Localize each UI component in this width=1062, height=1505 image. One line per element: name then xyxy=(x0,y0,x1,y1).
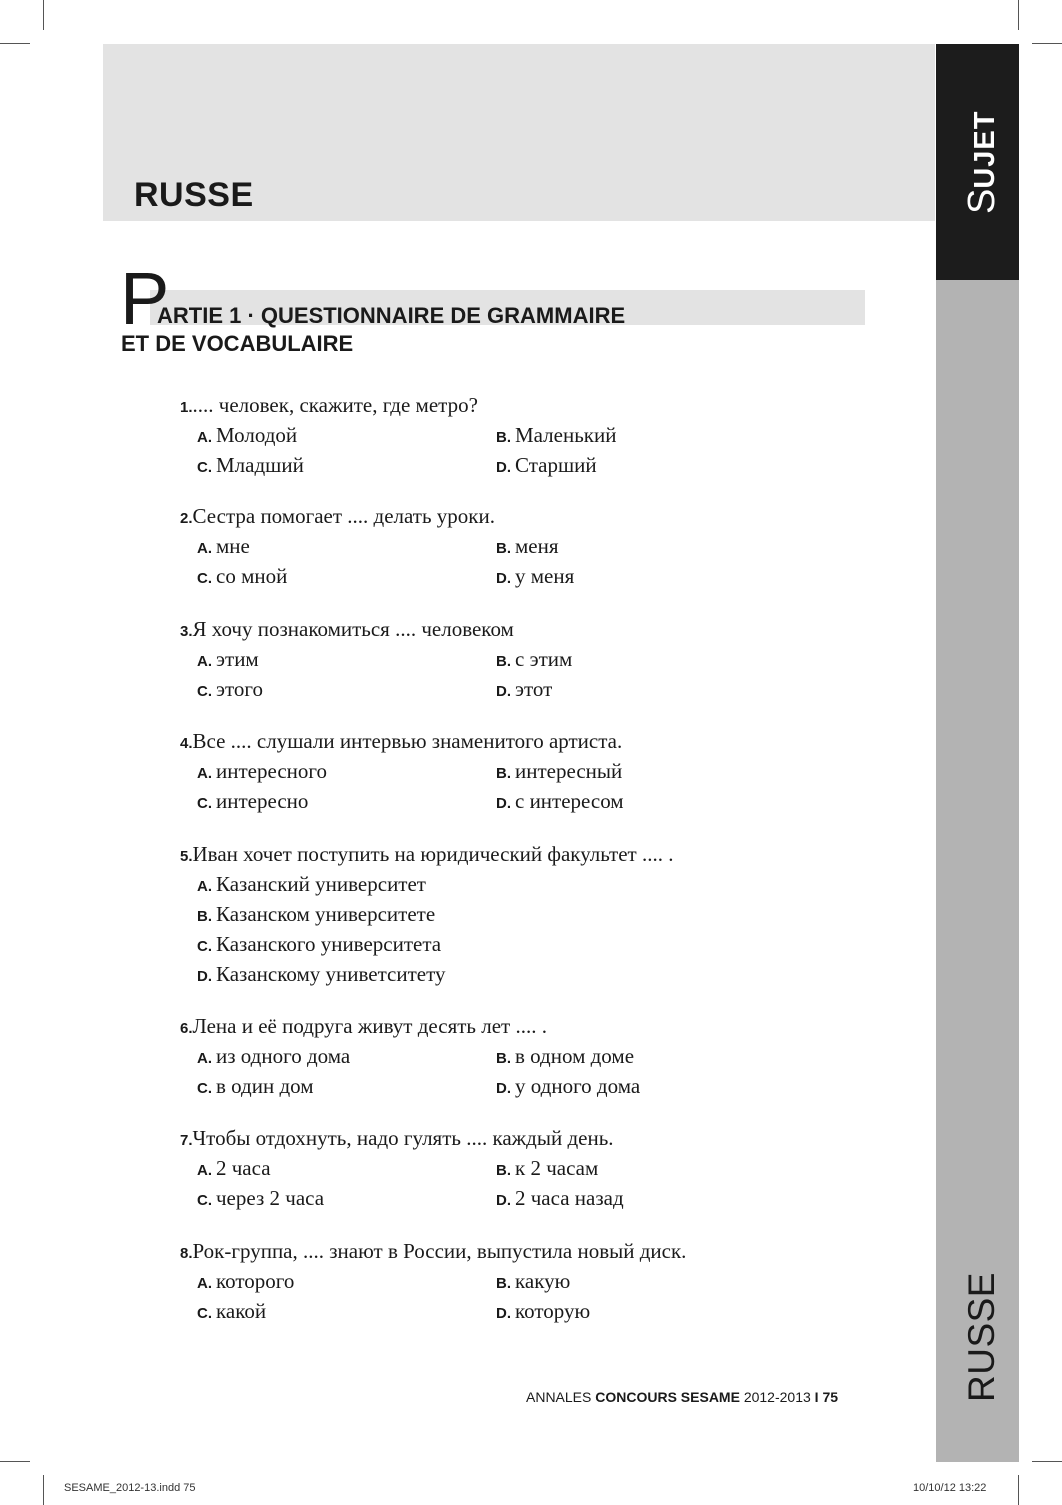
option-letter: A. xyxy=(197,1050,212,1067)
question-number: 6. xyxy=(180,1020,193,1037)
option-text: Маленький xyxy=(515,423,617,447)
option-a xyxy=(197,420,496,450)
option-text: с этим xyxy=(515,647,573,671)
option-letter: B. xyxy=(496,653,511,670)
option-d xyxy=(496,561,796,591)
question-number: 2. xyxy=(180,510,193,527)
option-text: какой xyxy=(216,1299,267,1323)
option-text: через 2 часа xyxy=(216,1186,325,1210)
option-letter: B. xyxy=(197,908,212,925)
question-stem xyxy=(180,614,880,644)
crop-mark xyxy=(43,1475,44,1505)
option-text: этого xyxy=(216,677,264,701)
question-stem xyxy=(180,839,880,869)
option-letter: A. xyxy=(197,1275,212,1292)
option-a xyxy=(197,644,496,674)
option-c xyxy=(197,674,496,704)
option-letter: A. xyxy=(197,765,212,782)
options-grid xyxy=(197,420,880,480)
option-letter: A. xyxy=(197,540,212,557)
question-2 xyxy=(180,501,880,591)
option-b xyxy=(496,644,796,674)
option-text: интересный xyxy=(515,759,623,783)
option-text: которого xyxy=(216,1269,295,1293)
option-a xyxy=(197,1041,496,1071)
question-1 xyxy=(180,390,880,480)
option-text: 2 часа назад xyxy=(515,1186,624,1210)
side-tab-sujet-cap: S xyxy=(961,188,1003,214)
option-letter: B. xyxy=(496,1050,511,1067)
footer-years: 2012-2013 xyxy=(743,1389,811,1405)
option-text: 2 часа xyxy=(216,1156,271,1180)
option-letter: C. xyxy=(197,683,212,700)
question-text: Чтобы отдохнуть, надо гулять .... каждый день. xyxy=(192,1126,614,1150)
side-tab-russe: RUSSE xyxy=(961,1272,1002,1402)
question-number: 7. xyxy=(180,1132,193,1149)
option-letter: A. xyxy=(197,878,212,895)
option-c xyxy=(197,1071,496,1101)
option-letter: C. xyxy=(197,459,212,476)
option-letter: D. xyxy=(496,795,511,812)
part-heading-initial: P xyxy=(120,257,170,340)
options-grid xyxy=(197,1266,880,1326)
option-text: Старший xyxy=(515,453,597,477)
option-b xyxy=(496,1041,796,1071)
option-a xyxy=(197,531,496,561)
option-letter: D. xyxy=(197,968,212,985)
question-7 xyxy=(180,1123,880,1213)
option-d xyxy=(496,1296,796,1326)
question-6 xyxy=(180,1011,880,1101)
option-d xyxy=(496,450,796,480)
option-text: меня xyxy=(515,534,559,558)
question-5 xyxy=(180,839,880,989)
option-letter: B. xyxy=(496,765,511,782)
option-c xyxy=(197,561,496,591)
question-3 xyxy=(180,614,880,704)
option-text: в один дом xyxy=(216,1074,314,1098)
option-letter: D. xyxy=(496,570,511,587)
option-text: у меня xyxy=(515,564,575,588)
option-text: Казанскому униветситету xyxy=(216,962,446,986)
option-letter: C. xyxy=(197,1192,212,1209)
crop-mark xyxy=(0,43,30,44)
question-number: 8. xyxy=(180,1245,193,1262)
option-letter: B. xyxy=(496,1162,511,1179)
option-text: интересно xyxy=(216,789,309,813)
page-number: 75 xyxy=(822,1389,839,1405)
page-title: RUSSE xyxy=(134,176,254,214)
question-stem xyxy=(180,1236,880,1266)
side-tab-sujet-rest: UJET xyxy=(969,110,1001,189)
option-letter: C. xyxy=(197,570,212,587)
option-text: из одного дома xyxy=(216,1044,351,1068)
option-text: этим xyxy=(216,647,259,671)
option-text: интересного xyxy=(216,759,327,783)
option-c xyxy=(197,786,496,816)
question-4 xyxy=(180,726,880,816)
option-letter: C. xyxy=(197,1305,212,1322)
part-heading-line2: ET DE VOCABULAIRE xyxy=(121,331,354,356)
crop-mark xyxy=(1032,43,1062,44)
footer-annales: ANNALES xyxy=(526,1389,592,1405)
option-d xyxy=(197,959,880,989)
question-text: Сестра помогает .... делать уроки. xyxy=(192,504,495,528)
option-text: Младший xyxy=(216,453,304,477)
option-text: которую xyxy=(515,1299,591,1323)
option-d xyxy=(496,674,796,704)
option-c xyxy=(197,1183,496,1213)
option-d xyxy=(496,1183,796,1213)
crop-mark xyxy=(1018,0,1019,30)
question-number: 3. xyxy=(180,623,193,640)
option-text: этот xyxy=(515,677,553,701)
slug-datetime: 10/10/12 13:22 xyxy=(913,1482,987,1494)
option-b xyxy=(197,899,880,929)
option-b xyxy=(496,1153,796,1183)
option-c xyxy=(197,450,496,480)
option-a xyxy=(197,1153,496,1183)
question-text: Все .... слушали интервью знаменитого артиста. xyxy=(192,729,623,753)
options-list xyxy=(197,869,880,989)
crop-mark xyxy=(1018,1475,1019,1505)
option-text: Казанский университет xyxy=(216,872,426,896)
option-text: со мной xyxy=(216,564,288,588)
question-stem xyxy=(180,726,880,756)
option-letter: D. xyxy=(496,1305,511,1322)
option-d xyxy=(496,786,796,816)
option-text: Казанского университета xyxy=(216,932,442,956)
option-letter: C. xyxy=(197,938,212,955)
question-text: .... человек, скажите, где метро? xyxy=(192,393,478,417)
option-letter: C. xyxy=(197,1080,212,1097)
option-b xyxy=(496,531,796,561)
option-letter: B. xyxy=(496,1275,511,1292)
option-c xyxy=(197,1296,496,1326)
part-heading-line1: ARTIE 1 · QUESTIONNAIRE DE GRAMMAIRE xyxy=(157,303,626,328)
option-b xyxy=(496,756,796,786)
question-text: Лена и её подруга живут десять лет .... . xyxy=(192,1014,547,1038)
question-stem xyxy=(180,1123,880,1153)
options-grid xyxy=(197,644,880,704)
option-letter: A. xyxy=(197,653,212,670)
option-a xyxy=(197,756,496,786)
crop-mark xyxy=(43,0,44,30)
footer-separator: I xyxy=(814,1389,819,1405)
option-text: Молодой xyxy=(216,423,298,447)
slug-filename: SESAME_2012-13.indd 75 xyxy=(64,1482,196,1494)
page-footer xyxy=(526,1389,838,1405)
option-text: с интересом xyxy=(515,789,624,813)
question-stem xyxy=(180,390,880,420)
option-text: у одного дома xyxy=(515,1074,641,1098)
question-text: Иван хочет поступить на юридический факультет .... . xyxy=(192,842,674,866)
option-letter: C. xyxy=(197,795,212,812)
option-letter: A. xyxy=(197,429,212,446)
crop-mark xyxy=(0,1461,30,1462)
option-text: к 2 часам xyxy=(515,1156,599,1180)
option-text: в одном доме xyxy=(515,1044,635,1068)
options-grid xyxy=(197,756,880,816)
question-number: 1. xyxy=(180,399,193,416)
option-a xyxy=(197,869,880,899)
side-tab-sujet xyxy=(961,111,1004,215)
option-letter: D. xyxy=(496,1192,511,1209)
option-letter: A. xyxy=(197,1162,212,1179)
option-text: Казанском университете xyxy=(216,902,436,926)
option-text: какую xyxy=(515,1269,571,1293)
option-d xyxy=(496,1071,796,1101)
option-letter: D. xyxy=(496,459,511,476)
option-b xyxy=(496,1266,796,1296)
question-number: 5. xyxy=(180,848,193,865)
crop-mark xyxy=(1032,1461,1062,1462)
option-c xyxy=(197,929,880,959)
option-text: мне xyxy=(216,534,250,558)
options-grid xyxy=(197,531,880,591)
option-letter: B. xyxy=(496,540,511,557)
question-number: 4. xyxy=(180,735,193,752)
option-b xyxy=(496,420,796,450)
option-a xyxy=(197,1266,496,1296)
footer-concours: CONCOURS SESAME xyxy=(595,1389,740,1405)
option-letter: B. xyxy=(496,429,511,446)
question-text: Я хочу познакомиться .... человеком xyxy=(192,617,514,641)
option-letter: D. xyxy=(496,683,511,700)
question-stem xyxy=(180,501,880,531)
question-8 xyxy=(180,1236,880,1326)
options-grid xyxy=(197,1153,880,1213)
options-grid xyxy=(197,1041,880,1101)
question-text: Рок-группа, .... знают в России, выпустила новый диск. xyxy=(192,1239,687,1263)
option-letter: D. xyxy=(496,1080,511,1097)
question-stem xyxy=(180,1011,880,1041)
